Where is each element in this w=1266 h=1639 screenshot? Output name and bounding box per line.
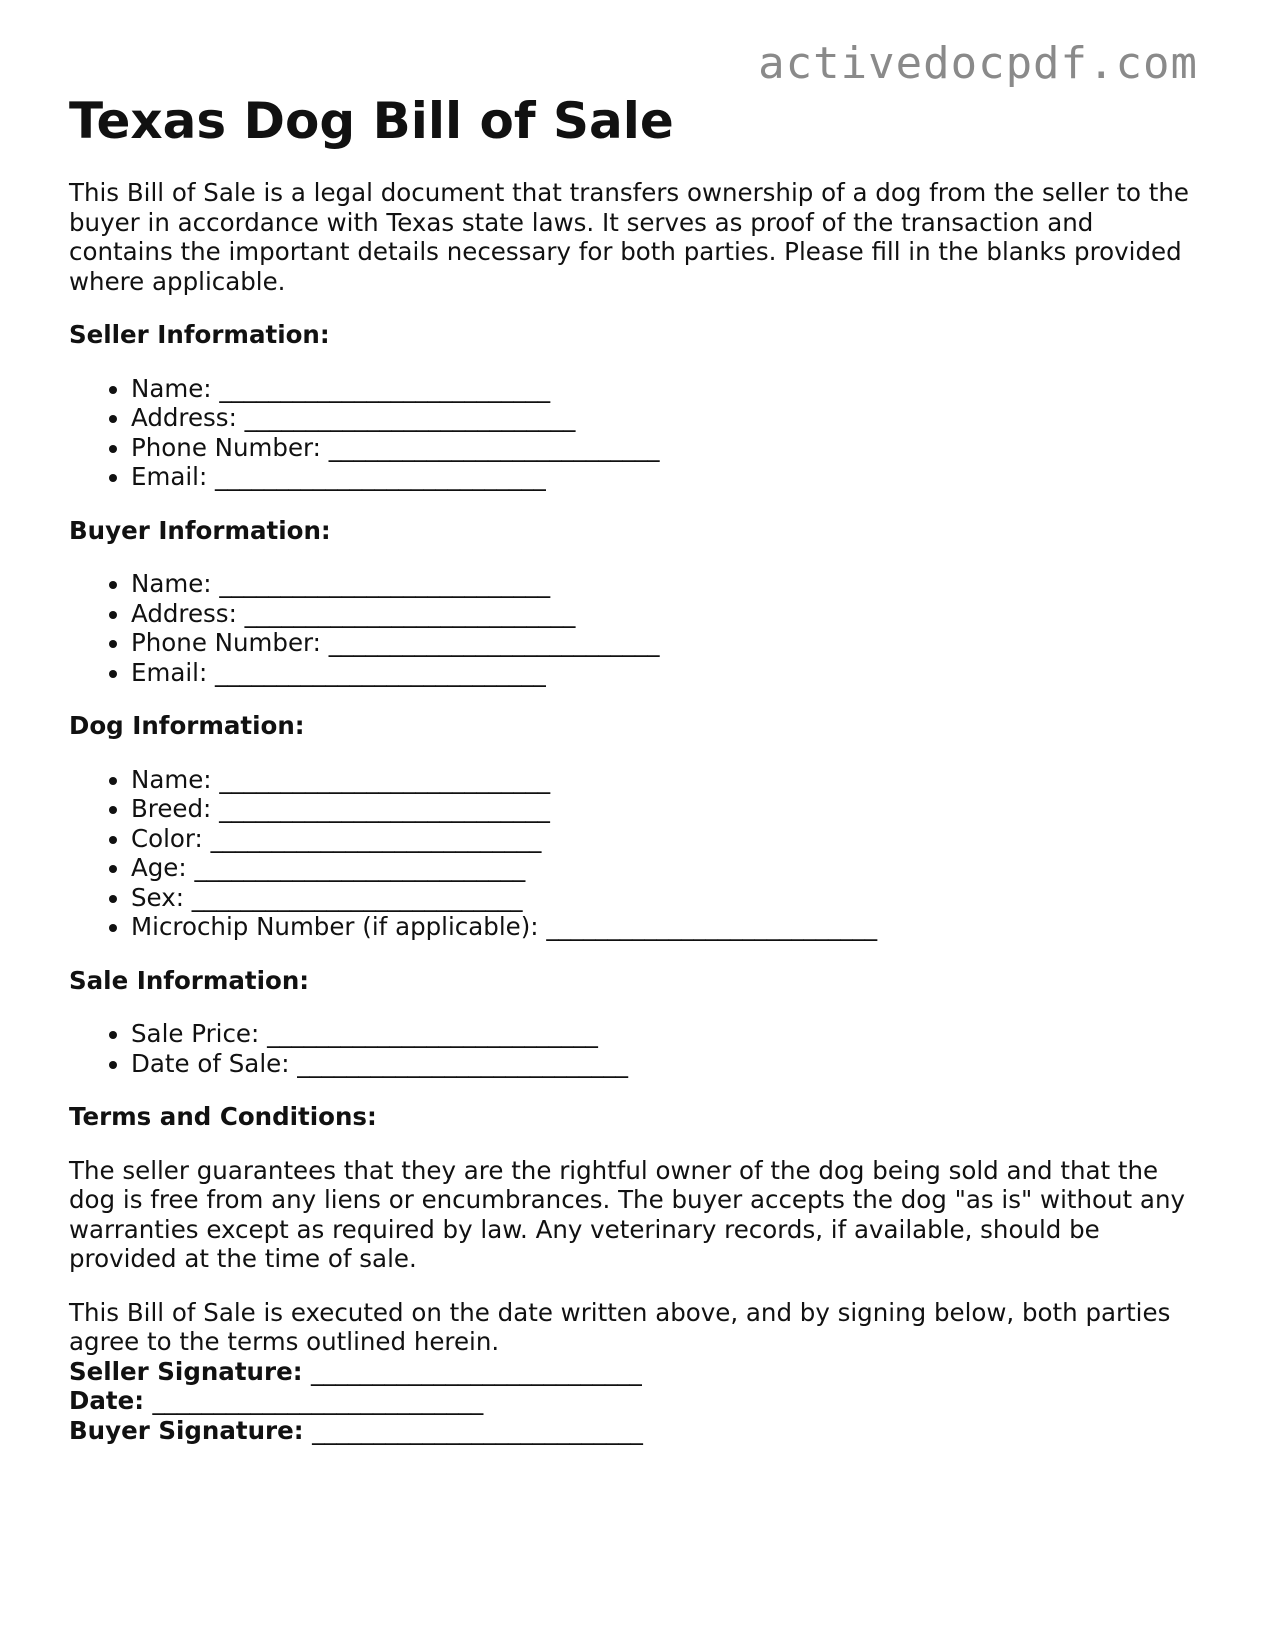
dog-heading: Dog Information: (69, 711, 305, 740)
field-label: Microchip Number (if applicable): (131, 912, 539, 941)
seller-field-list (69, 374, 1199, 492)
document-page (69, 86, 1199, 1445)
field-label: Color: (131, 823, 203, 853)
field-label: Age: (131, 853, 187, 882)
terms-heading: Terms and Conditions: (69, 1102, 377, 1131)
fill-blank[interactable]: ___________________________ (210, 823, 542, 853)
fill-blank[interactable]: ___________________________ (328, 432, 660, 462)
seller-signature-label: Seller Signature: (69, 1356, 303, 1386)
fill-blank[interactable]: ___________________________ (191, 882, 523, 912)
fill-blank[interactable]: ___________________________ (219, 794, 550, 823)
fill-blank[interactable]: ___________________________ (219, 569, 551, 598)
field-label: Date of Sale: (131, 1048, 290, 1078)
sale-field-list (69, 1019, 1199, 1078)
fill-blank[interactable]: ___________________________ (267, 1019, 598, 1048)
fill-blank[interactable]: ___________________________ (219, 373, 551, 403)
dog-sex-field[interactable] (131, 883, 1199, 913)
sale-price-field[interactable] (131, 1019, 1199, 1049)
buyer-phone-field[interactable] (131, 628, 1199, 658)
seller-email-field[interactable] (131, 462, 1199, 492)
sale-date-field[interactable] (131, 1049, 1199, 1079)
execution-paragraph: This Bill of Sale is executed on the date written above, and by signing below, both parties agree to the terms outlined herein. (69, 1297, 1171, 1356)
date-signature-line[interactable] (69, 1386, 1199, 1416)
buyer-signature-label: Buyer Signature: (69, 1415, 304, 1445)
field-label: Name: (131, 569, 212, 598)
seller-address-field[interactable] (131, 403, 1199, 433)
fill-blank[interactable]: ___________________________ (215, 657, 546, 687)
seller-phone-field[interactable] (131, 433, 1199, 463)
field-label: Name: (131, 764, 212, 794)
field-label: Sale Price: (131, 1019, 260, 1048)
intro-paragraph: This Bill of Sale is a legal document that transfers ownership of a dog from the seller to the buyer in accordance with Texas state laws. It serves as proof of the transaction and contains the important details necessary for both parties. Please fill in the blanks provided where applicable. (69, 178, 1189, 296)
field-label: Email: (131, 462, 208, 491)
dog-age-field[interactable] (131, 853, 1199, 883)
dog-field-list (69, 765, 1199, 942)
seller-name-field[interactable] (131, 374, 1199, 404)
watermark: activedocpdf.com (758, 38, 1198, 89)
date-label: Date: (69, 1386, 144, 1415)
dog-breed-field[interactable] (131, 794, 1199, 824)
field-label: Sex: (131, 882, 184, 912)
fill-blank[interactable]: ___________________________ (297, 1048, 628, 1078)
buyer-email-field[interactable] (131, 658, 1199, 688)
dog-color-field[interactable] (131, 824, 1199, 854)
dog-name-field[interactable] (131, 765, 1199, 795)
buyer-field-list (69, 569, 1199, 687)
seller-heading: Seller Information: (69, 320, 330, 349)
field-label: Breed: (131, 794, 212, 823)
sale-heading: Sale Information: (69, 965, 310, 995)
page-title: Texas Dog Bill of Sale (69, 92, 674, 150)
seller-signature-line[interactable] (69, 1357, 1199, 1387)
fill-blank[interactable]: ___________________________ (219, 764, 551, 794)
buyer-heading: Buyer Information: (69, 515, 331, 545)
field-label: Email: (131, 657, 208, 687)
fill-blank[interactable]: ___________________________ (311, 1356, 642, 1386)
fill-blank[interactable]: ___________________________ (194, 853, 526, 882)
fill-blank[interactable]: ___________________________ (152, 1386, 484, 1415)
buyer-address-field[interactable] (131, 599, 1199, 629)
fill-blank[interactable]: ___________________________ (215, 462, 546, 491)
fill-blank[interactable]: ___________________________ (546, 912, 878, 941)
fill-blank[interactable]: ___________________________ (244, 598, 576, 628)
field-label: Address: (131, 598, 237, 628)
field-label: Name: (131, 373, 212, 403)
field-label: Phone Number: (131, 432, 321, 462)
dog-microchip-field[interactable] (131, 912, 1199, 942)
fill-blank[interactable]: ___________________________ (312, 1415, 643, 1445)
fill-blank[interactable]: ___________________________ (328, 628, 660, 657)
field-label: Phone Number: (131, 628, 321, 657)
fill-blank[interactable]: ___________________________ (244, 403, 576, 432)
buyer-name-field[interactable] (131, 569, 1199, 599)
buyer-signature-line[interactable] (69, 1416, 1199, 1446)
field-label: Address: (131, 403, 237, 432)
terms-paragraph: The seller guarantees that they are the rightful owner of the dog being sold and that the dog is free from any liens or encumbrances. The buyer accepts the dog "as is" without any warranties except as required by law. Any veterinary records, if available, should be provided at the time of sale. (69, 1155, 1185, 1273)
